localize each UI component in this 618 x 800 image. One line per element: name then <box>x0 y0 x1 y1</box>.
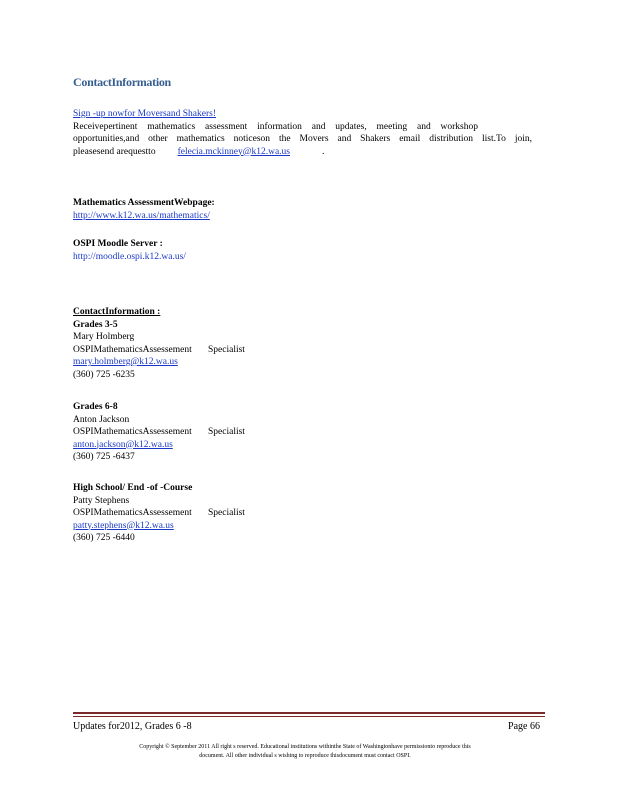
contact-phone: (360) 725 -6235 <box>73 369 135 380</box>
contact-name: Mary Holmberg <box>73 332 135 342</box>
contact-name: Patty Stephens <box>73 495 130 506</box>
signup-section <box>73 108 532 158</box>
signup-line-2: opportunities,and other mathematics noticeson the Movers and Shakers email distribution list.To join, <box>73 134 532 144</box>
contact-information-heading: ContactInformation <box>73 75 171 89</box>
signup-line-3-prefix: pleasesend arequestto <box>73 146 156 157</box>
math-webpage-label: Mathematics AssessmentWebpage: <box>73 198 215 208</box>
contact-phone: (360) 725 -6440 <box>73 533 135 543</box>
contact-grades: High School/ End -of -Course <box>73 483 193 493</box>
moodle-section <box>73 238 186 263</box>
copyright-notice <box>79 743 531 760</box>
contacts-heading: ContactInformation : <box>73 307 161 317</box>
moodle-label: OSPI Moodle Server : <box>73 239 163 249</box>
contact-grades: Grades 6-8 <box>73 402 118 412</box>
contact-email-link[interactable]: patty.stephens@k12.wa.us <box>73 520 174 531</box>
footer-title: Updates for2012, Grades 6 -8 <box>73 721 192 732</box>
footer-divider-thick <box>73 712 545 714</box>
contact-role: Specialist <box>208 427 245 437</box>
contact-card-3 <box>73 482 245 545</box>
contact-title: OSPIMathematicsAssessement <box>73 427 192 437</box>
contact-card-1 <box>73 306 245 381</box>
math-webpage-link[interactable]: http://www.k12.wa.us/mathematics/ <box>73 210 210 221</box>
contact-email-link[interactable]: anton.jackson@k12.wa.us <box>73 439 173 450</box>
contact-phone: (360) 725 -6437 <box>73 452 135 462</box>
contact-title: OSPIMathematicsAssessement <box>73 508 192 518</box>
math-webpage-section <box>73 197 258 222</box>
moodle-link[interactable]: http://moodle.ospi.k12.wa.us/ <box>73 251 186 262</box>
signup-line-1: Receivepertinent mathematics assessment information and updates, meeting and workshop <box>73 121 478 132</box>
felecia-email-link[interactable]: felecia.mckinney@k12.wa.us <box>177 146 290 157</box>
contact-grades: Grades 3-5 <box>73 319 118 330</box>
contact-email-link[interactable]: mary.holmberg@k12.wa.us <box>73 357 178 367</box>
footer-divider-thin <box>73 716 545 717</box>
contact-card-2 <box>73 401 245 464</box>
copyright-line-2: document. All other individual s wishing to reproduce thisdocument must contact OSPI. <box>199 752 411 759</box>
signup-line-3-suffix: . <box>322 146 325 157</box>
contact-title: OSPIMathematicsAssessement <box>73 344 192 355</box>
page-number: Page 66 <box>508 721 540 732</box>
copyright-line-1: Copyright © September 2011 All right s reserved. Educational institutions withinthe State of Washingtonhave permissionto reproduce this <box>139 744 471 750</box>
signup-link[interactable]: Sign -up nowfor Moversand Shakers! <box>73 109 217 119</box>
contact-role: Specialist <box>208 344 245 355</box>
contact-name: Anton Jackson <box>73 414 130 425</box>
contact-role: Specialist <box>208 508 245 518</box>
